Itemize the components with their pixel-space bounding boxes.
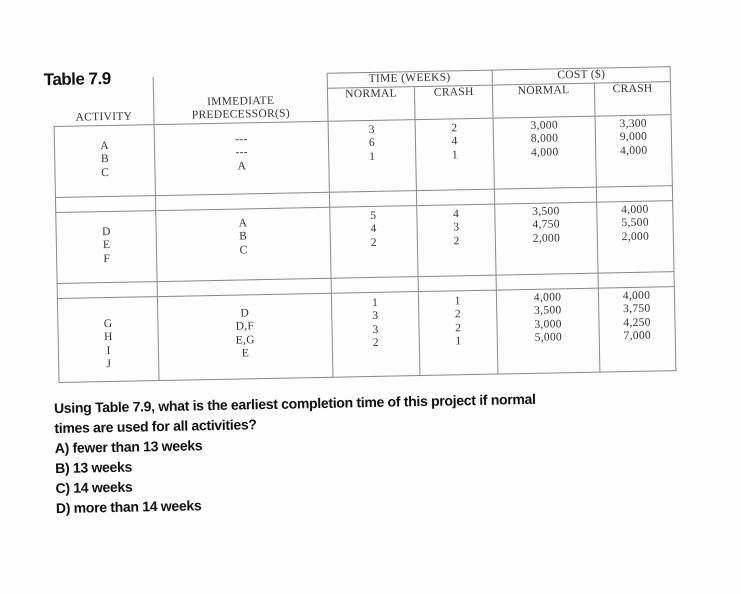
cost-crash-e: 5,500 [621, 216, 649, 230]
cost-normal-cell [493, 116, 596, 189]
time-crash-a: 2 [451, 121, 458, 134]
cost-normal-f: 2,000 [532, 231, 561, 245]
time-normal-cell [328, 119, 417, 192]
header-predecessor-line1: IMMEDIATE [206, 94, 275, 108]
time-crash-e: 3 [453, 221, 460, 234]
cost-crash-d: 4,000 [621, 203, 649, 216]
time-crash-h: 2 [454, 308, 462, 321]
activity-b: B [100, 152, 110, 166]
cost-normal-cell [496, 288, 600, 374]
predecessor-d: A [238, 216, 248, 230]
activity-d: D [101, 225, 111, 238]
time-crash-c: 1 [451, 148, 459, 161]
predecessor-b: --- [235, 146, 248, 159]
activity-i: I [106, 344, 111, 357]
header-time-group: TIME (WEEKS) [327, 70, 493, 88]
option-d: D) more than 14 weeks [55, 497, 202, 517]
option-b: B) 13 weeks [55, 458, 133, 477]
header-activity: ACTIVITY [53, 77, 154, 126]
cost-normal-c: 4,000 [530, 145, 559, 159]
option-c: C) 14 weeks [55, 478, 133, 497]
time-normal-cell [331, 291, 420, 377]
predecessor-cell [154, 121, 329, 195]
header-time-crash: CRASH [415, 85, 493, 119]
time-normal-j: 2 [372, 336, 379, 349]
time-crash-cell [419, 290, 498, 375]
predecessor-h: D,F [235, 320, 255, 333]
predecessor-e: B [239, 230, 248, 243]
header-predecessor-line2: PREDECESSOR(S) [191, 107, 291, 122]
predecessor-c: A [237, 159, 247, 173]
cost-normal-e: 4,750 [532, 218, 560, 231]
activity-g: G [103, 317, 113, 330]
time-crash-j: 1 [455, 335, 462, 348]
cost-normal-cell [495, 202, 598, 275]
time-normal-b: 6 [368, 136, 376, 149]
question-line-1: Using Table 7.9, what is the earliest completion time of this project if normal [53, 390, 536, 417]
cost-crash-j: 7,000 [623, 329, 652, 343]
cost-normal-i: 3,000 [534, 317, 562, 331]
cost-crash-cell [598, 286, 675, 371]
cost-crash-i: 4,250 [623, 316, 651, 329]
activity-h: H [103, 330, 113, 344]
predecessor-g: D [240, 306, 250, 319]
predecessor-i: E,G [235, 333, 255, 347]
predecessor-j: E [241, 347, 250, 360]
cost-crash-h: 3,750 [622, 302, 651, 316]
header-cost-crash: CRASH [594, 81, 670, 115]
time-crash-cell [417, 204, 496, 276]
time-normal-c: 1 [369, 150, 376, 163]
activity-e: E [102, 238, 111, 252]
cost-normal-j: 5,000 [534, 331, 563, 344]
cost-crash-g: 4,000 [622, 289, 651, 302]
predecessor-a: --- [235, 132, 248, 146]
cost-normal-d: 3,500 [532, 204, 560, 218]
time-crash-g: 1 [454, 294, 461, 307]
cost-normal-a: 3,000 [530, 118, 559, 132]
activity-cell [56, 210, 158, 283]
cost-crash-b: 9,000 [619, 130, 648, 144]
cost-crash-c: 4,000 [619, 144, 648, 157]
header-time-normal: NORMAL [327, 86, 415, 121]
activity-c: C [101, 166, 110, 179]
time-normal-d: 5 [370, 209, 377, 222]
activity-cell [57, 296, 159, 382]
cost-normal-b: 8,000 [530, 132, 559, 145]
time-normal-a: 3 [368, 123, 375, 136]
activity-j: J [106, 357, 112, 371]
time-crash-d: 4 [452, 207, 460, 220]
header-cost-normal: NORMAL [492, 83, 595, 118]
table-row-group-2 [56, 200, 674, 283]
predecessor-cell [158, 293, 333, 380]
time-normal-f: 2 [370, 236, 378, 249]
time-normal-i: 3 [372, 323, 379, 336]
time-crash-cell [415, 118, 494, 190]
question-block [54, 385, 726, 518]
time-crash-b: 4 [451, 135, 458, 148]
predecessor-f: C [239, 243, 248, 256]
activity-cell [54, 124, 156, 197]
time-crash-f: 2 [453, 234, 460, 247]
table-title: Table 7.9 [43, 68, 111, 90]
time-normal-g: 1 [371, 296, 379, 309]
option-a: A) fewer than 13 weeks [54, 437, 203, 457]
activity-f: F [103, 252, 111, 265]
cost-normal-g: 4,000 [533, 290, 562, 304]
table-row-group-3 [57, 286, 675, 382]
question-line-2: times are used for all activities? [54, 416, 257, 437]
cost-crash-cell [597, 200, 674, 272]
header-predecessor [154, 73, 328, 124]
table-row-group-1 [54, 114, 672, 197]
cost-crash-cell [595, 114, 672, 186]
cost-crash-f: 2,000 [621, 230, 650, 243]
activity-a: A [100, 139, 110, 152]
cost-crash-a: 3,300 [619, 117, 648, 130]
time-normal-cell [329, 205, 418, 278]
time-normal-e: 4 [370, 222, 377, 235]
time-normal-h: 3 [372, 309, 379, 322]
project-table [53, 66, 677, 382]
predecessor-cell [156, 207, 331, 281]
cost-normal-h: 3,500 [533, 304, 562, 317]
header-cost-group: COST ($) [492, 67, 670, 85]
time-crash-i: 2 [455, 321, 462, 334]
